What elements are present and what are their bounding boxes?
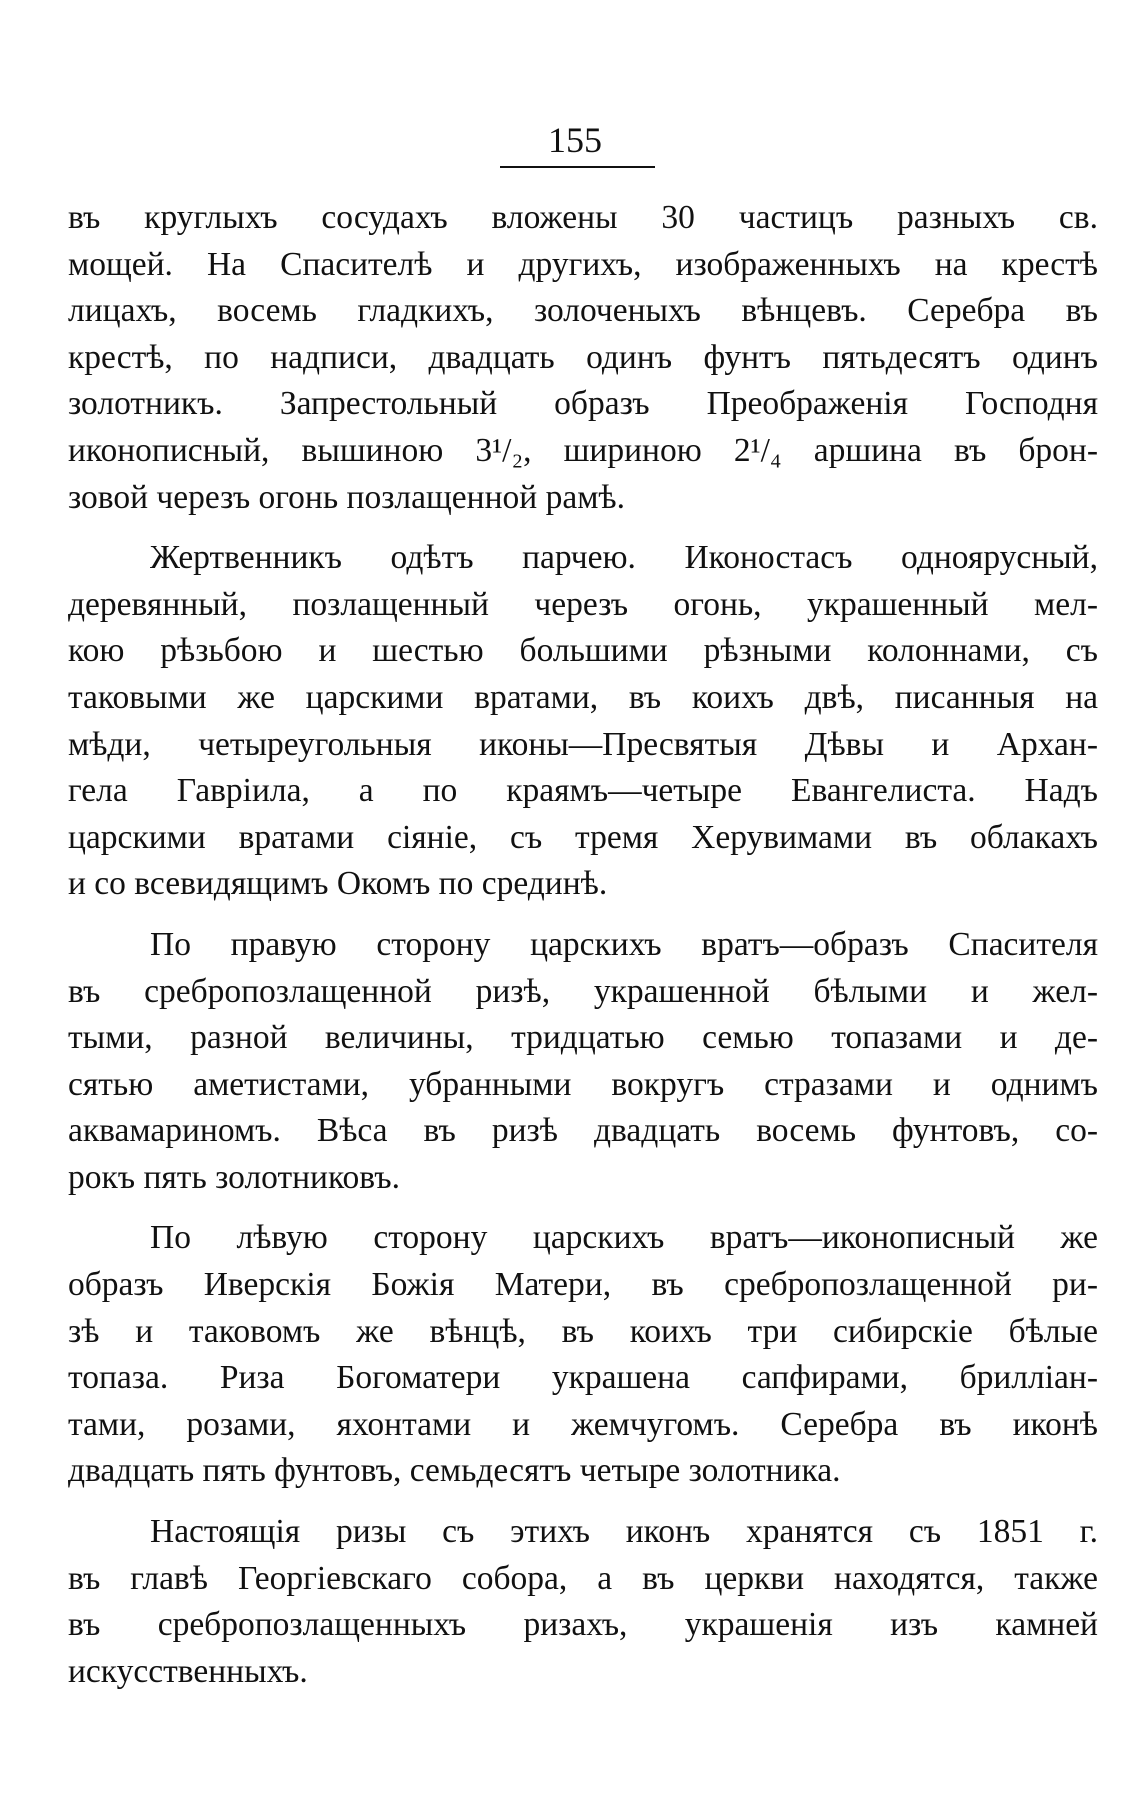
paragraph-gap bbox=[68, 908, 1098, 922]
text-line: лицахъ, восемь гладкихъ, золоченыхъ вѣнцевъ. Серебра въ bbox=[68, 292, 1098, 330]
text-line: По лѣвую сторону царскихъ вратъ—иконописный же bbox=[150, 1219, 1098, 1257]
text-line: аквамариномъ. Вѣса въ ризѣ двадцать восемь фунтовъ, со- bbox=[68, 1112, 1098, 1150]
page-number: 155 bbox=[548, 120, 602, 160]
text-line: двадцать пять фунтовъ, семьдесятъ четыре золотника. bbox=[68, 1452, 841, 1490]
paragraph-3 bbox=[68, 922, 1098, 1202]
text-line: тами, розами, яхонтами и жемчугомъ. Серебра въ иконѣ bbox=[68, 1405, 1098, 1443]
text-line: По правую сторону царскихъ вратъ—образъ Спасителя bbox=[150, 925, 1098, 963]
paragraph-4 bbox=[68, 1215, 1098, 1495]
text-line: зовой черезъ огонь позлащенной рамѣ. bbox=[68, 478, 625, 516]
text-line: сятью аметистами, убранными вокругъ стразами и однимъ bbox=[68, 1065, 1098, 1103]
text-line: мѣди, четыреугольныя иконы—Пресвятыя Дѣвы и Архан- bbox=[68, 725, 1098, 763]
text-line: въ главѣ Георгіевскаго собора, а въ церкви находятся, также bbox=[68, 1559, 1098, 1597]
text-line: золотникъ. Запрестольный образъ Преображенія Господня bbox=[68, 385, 1098, 423]
text-line: искусственныхъ. bbox=[68, 1652, 308, 1690]
text-line: въ круглыхъ сосудахъ вложены 30 частицъ разныхъ св. bbox=[68, 199, 1098, 236]
text-line: и со всевидящимъ Окомъ по срединѣ. bbox=[68, 865, 608, 903]
text-line: кою рѣзьбою и шестью большими рѣзными колоннами, съ bbox=[68, 632, 1098, 670]
paragraph-gap bbox=[68, 521, 1098, 535]
paragraph-2 bbox=[68, 535, 1098, 908]
text-line: въ сребропозлащенныхъ ризахъ, украшенія изъ камней bbox=[68, 1606, 1098, 1644]
text-line: въ сребропозлащенной ризѣ, украшенной бѣлыми и жел- bbox=[68, 972, 1098, 1010]
page-text bbox=[68, 195, 1098, 1695]
text-line: мощей. На Спасителѣ и другихъ, изображенныхъ на крестѣ bbox=[68, 245, 1098, 283]
text-line: крестѣ, по надписи, двадцать одинъ фунтъ пятьдесятъ одинъ bbox=[68, 338, 1098, 376]
text-line: иконописный, вышиною 3¹/₂, шириною 2¹/₄ аршина въ брон- bbox=[68, 431, 1098, 469]
text-line: Настоящія ризы съ этихъ иконъ хранятся съ 1851 г. bbox=[150, 1513, 1098, 1551]
text-line: рокъ пять золотниковъ. bbox=[68, 1158, 400, 1196]
paragraph-gap bbox=[68, 1201, 1098, 1215]
text-line: образъ Иверскія Божія Матери, въ сребропозлащенной ри- bbox=[68, 1266, 1098, 1304]
text-line: тыми, разной величины, тридцатью семью топазами и де- bbox=[68, 1019, 1098, 1057]
text-line: царскими вратами сіяніе, съ тремя Херувимами въ облакахъ bbox=[68, 818, 1098, 856]
text-line: топаза. Риза Богоматери украшена сапфирами, брилліан- bbox=[68, 1359, 1098, 1397]
text-line: Жертвенникъ одѣтъ парчею. Иконостасъ одноярусный, bbox=[150, 539, 1098, 577]
text-line: таковыми же царскими вратами, въ коихъ двѣ, писанныя на bbox=[68, 678, 1098, 716]
paragraph-1 bbox=[68, 195, 1098, 521]
text-line: деревянный, позлащенный черезъ огонь, украшенный мел- bbox=[68, 585, 1098, 623]
paragraph-5 bbox=[68, 1509, 1098, 1695]
text-line: зѣ и таковомъ же вѣнцѣ, въ коихъ три сибирскіе бѣлые bbox=[68, 1312, 1098, 1350]
text-line: гела Гавріила, а по краямъ—четыре Евангелиста. Надъ bbox=[68, 772, 1098, 810]
paragraph-gap bbox=[68, 1495, 1098, 1509]
page-number-rule bbox=[500, 166, 655, 168]
